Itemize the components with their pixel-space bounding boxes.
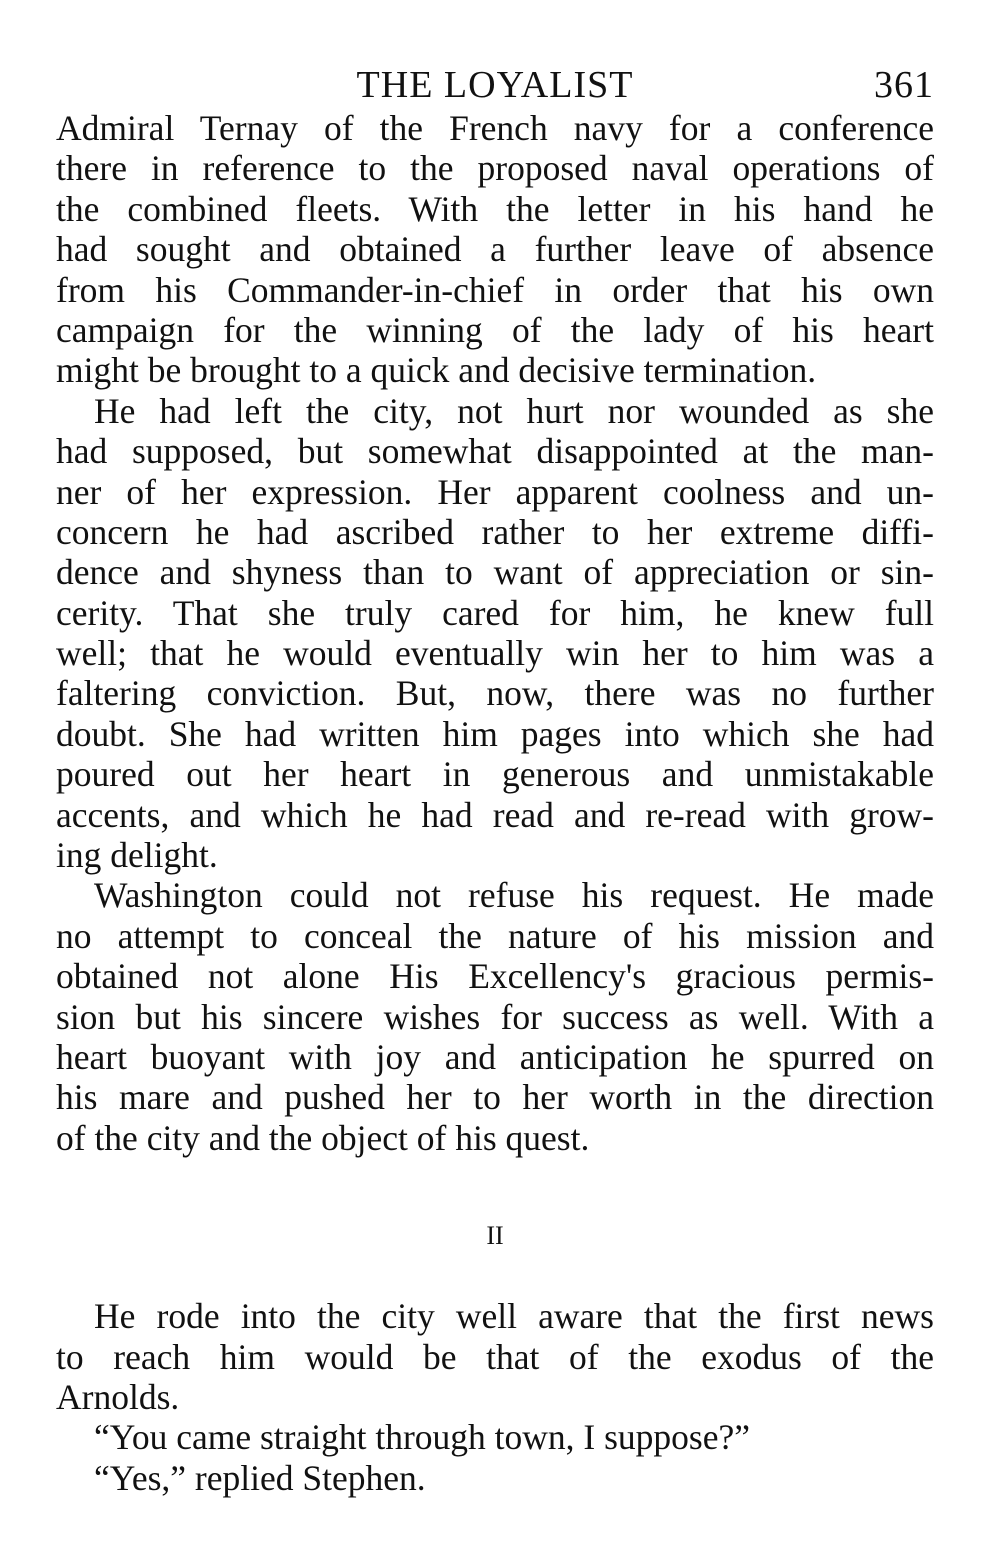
text-line: sion but his sincere wishes for success as well. With a — [56, 996, 934, 1037]
text-line: his mare and pushed her to her worth in the direction — [56, 1077, 934, 1118]
paragraph-2 — [56, 391, 934, 876]
text-line: had supposed, but somewhat disappointed at the man- — [56, 431, 934, 472]
page-number: 361 — [874, 64, 934, 106]
text-line: campaign for the winning of the lady of his heart — [56, 309, 934, 350]
text-line: “You came straight through town, I suppose?” — [94, 1417, 750, 1458]
book-page — [56, 62, 934, 1498]
text-line: faltering conviction. But, now, there was no further — [56, 673, 934, 714]
text-line: Admiral Ternay of the French navy for a conference — [56, 108, 934, 148]
text-line: the combined fleets. With the letter in his hand he — [56, 188, 934, 229]
section-spacer — [56, 1256, 934, 1296]
paragraph-1 — [56, 108, 934, 391]
text-line: well; that he would eventually win her to him was a — [56, 633, 934, 674]
text-line: there in reference to the proposed naval operations of — [56, 148, 934, 189]
section-paragraph-1 — [56, 1296, 934, 1417]
running-title: THE LOYALIST — [356, 64, 634, 106]
text-line: concern he had ascribed rather to her extreme diffi- — [56, 511, 934, 552]
text-line: “Yes,” replied Stephen. — [94, 1457, 426, 1498]
section-number: II — [486, 1221, 504, 1251]
text-line: He had left the city, not hurt nor wounded as she — [94, 390, 934, 431]
dialogue-line-2 — [56, 1458, 934, 1498]
text-line: Arnolds. — [56, 1376, 180, 1417]
text-line: had sought and obtained a further leave of absence — [56, 229, 934, 270]
text-line: to reach him would be that of the exodus of the — [56, 1336, 934, 1377]
text-line: dence and shyness than to want of appreciation or sin- — [56, 552, 934, 593]
text-line: doubt. She had written him pages into which she had — [56, 713, 934, 754]
text-line: accents, and which he had read and re-read with grow- — [56, 794, 934, 835]
text-line: obtained not alone His Excellency's gracious permis- — [56, 956, 934, 997]
text-line: might be brought to a quick and decisive termination. — [56, 350, 817, 391]
text-line: ner of her expression. Her apparent coolness and un- — [56, 471, 934, 512]
text-line: He rode into the city well aware that the first news — [94, 1296, 934, 1337]
text-line: no attempt to conceal the nature of his mission and — [56, 915, 934, 956]
section-spacer — [56, 1158, 934, 1216]
text-line: from his Commander-in-chief in order that his own — [56, 269, 934, 310]
text-line: cerity. That she truly cared for him, he knew full — [56, 592, 934, 633]
text-line: ing delight. — [56, 835, 218, 876]
text-line: Washington could not refuse his request. He made — [94, 875, 934, 916]
text-line: poured out her heart in generous and unmistakable — [56, 754, 934, 795]
text-line: heart buoyant with joy and anticipation he spurred on — [56, 1036, 934, 1077]
dialogue-line-1 — [56, 1417, 934, 1457]
paragraph-3 — [56, 875, 934, 1158]
running-head — [56, 62, 934, 108]
text-line: of the city and the object of his quest. — [56, 1117, 590, 1158]
